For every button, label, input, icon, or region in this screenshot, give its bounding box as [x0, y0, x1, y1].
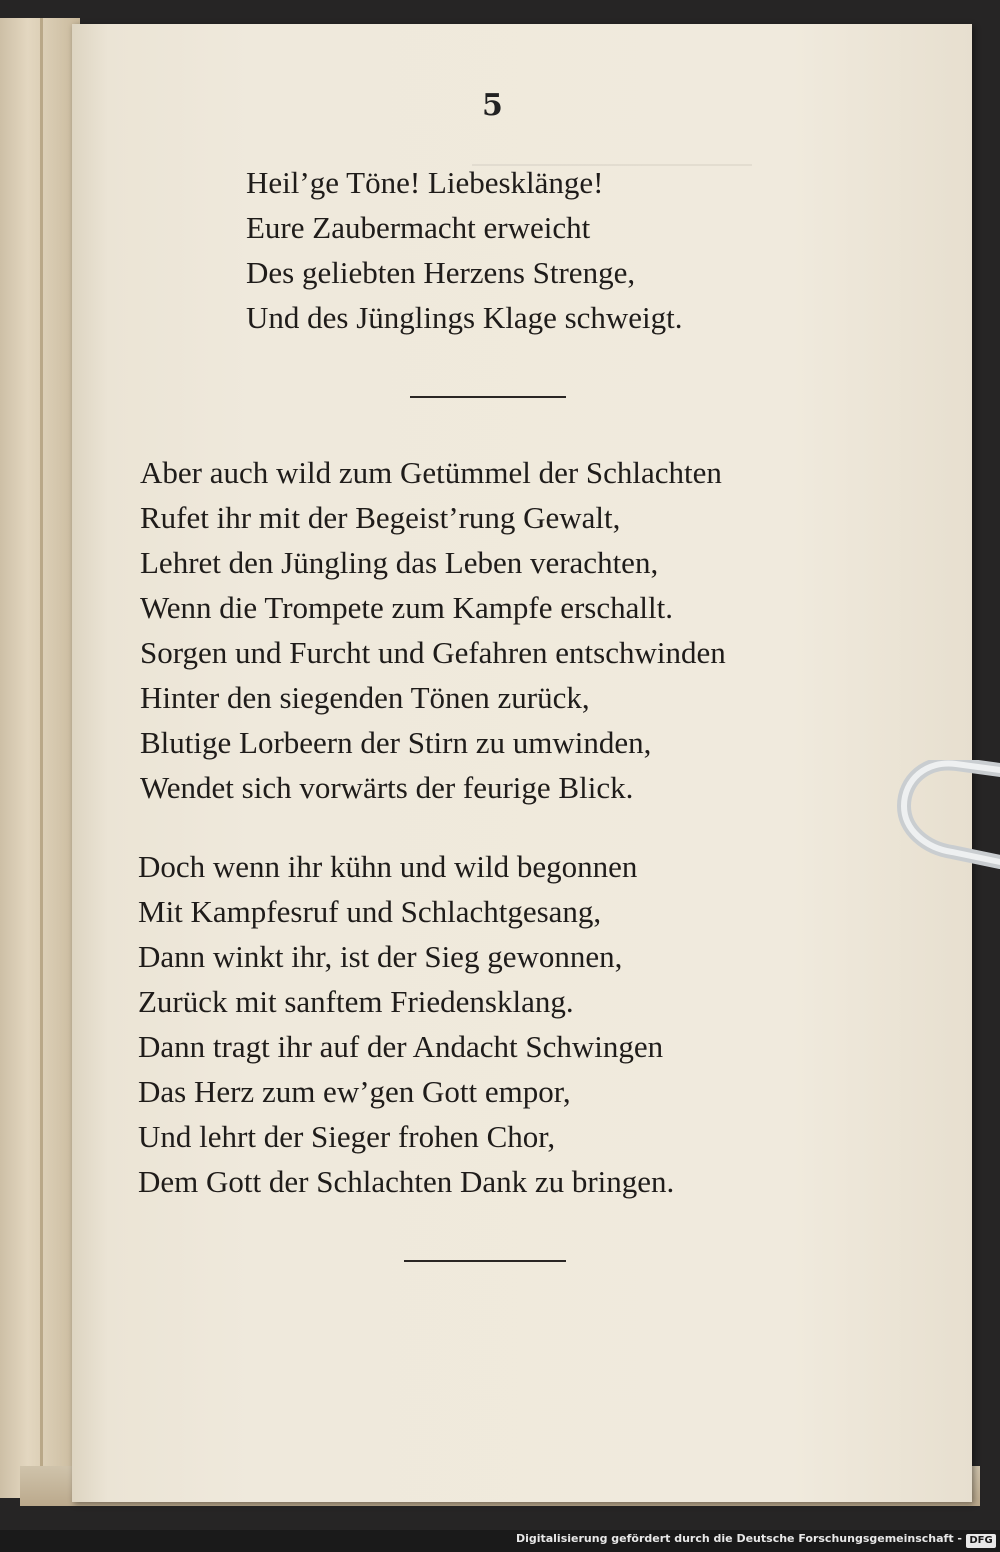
verse-line: Hinter den siegenden Tönen zurück,	[140, 680, 590, 715]
stanza-1	[246, 160, 683, 340]
verse-line: Heil’ge Töne! Liebesklänge!	[246, 165, 604, 200]
verse-line: Das Herz zum ew’gen Gott empor,	[138, 1074, 571, 1109]
verse-line: Sorgen und Furcht und Gefahren entschwinden	[140, 635, 726, 670]
digitization-credit: Digitalisierung gefördert durch die Deutsche Forschungsgemeinschaft -	[515, 1532, 962, 1545]
verse-line: Dem Gott der Schlachten Dank zu bringen.	[138, 1164, 675, 1199]
verse-line: Aber auch wild zum Getümmel der Schlachten	[140, 455, 722, 490]
verse-line: Wenn die Trompete zum Kampfe erschallt.	[140, 590, 673, 625]
verse-line: Und des Jünglings Klage schweigt.	[246, 300, 683, 335]
page-edge	[40, 18, 43, 1498]
verse-line: Eure Zaubermacht erweicht	[246, 210, 591, 245]
verse-line: Blutige Lorbeern der Stirn zu umwinden,	[140, 725, 652, 760]
verse-line: Zurück mit sanftem Friedensklang.	[138, 984, 574, 1019]
verse-line: Und lehrt der Sieger frohen Chor,	[138, 1119, 556, 1154]
book-page	[72, 24, 972, 1502]
dfg-logo: DFG	[966, 1534, 996, 1548]
verse-line: Lehret den Jüngling das Leben verachten,	[140, 545, 659, 580]
stanza-2	[140, 450, 726, 810]
end-divider	[404, 1260, 566, 1262]
section-divider	[410, 396, 566, 398]
verse-line: Dann tragt ihr auf der Andacht Schwingen	[138, 1029, 664, 1064]
verse-line: Doch wenn ihr kühn und wild begonnen	[138, 849, 638, 884]
page-number: 5	[482, 88, 503, 123]
verse-line: Dann winkt ihr, ist der Sieg gewonnen,	[138, 939, 623, 974]
paper-clip-icon	[896, 760, 1000, 870]
verse-line: Mit Kampfesruf und Schlachtgesang,	[138, 894, 602, 929]
verse-line: Des geliebten Herzens Strenge,	[246, 255, 636, 290]
verse-line: Wendet sich vorwärts der feurige Blick.	[140, 770, 634, 805]
verse-line: Rufet ihr mit der Begeist’rung Gewalt,	[140, 500, 621, 535]
stanza-3	[138, 844, 674, 1204]
left-page-stack	[0, 18, 80, 1498]
